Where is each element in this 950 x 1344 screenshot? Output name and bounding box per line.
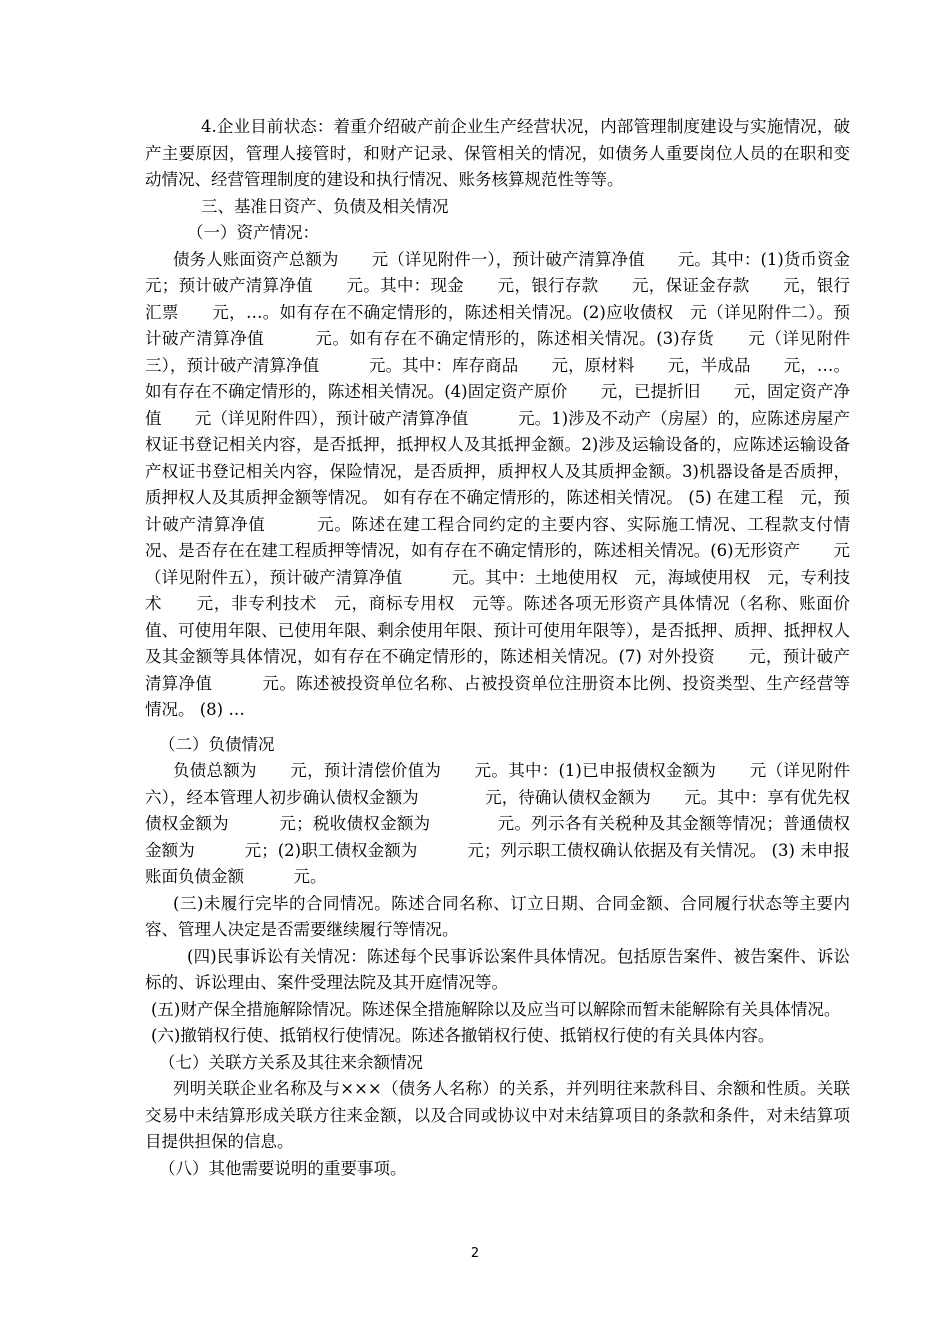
subheading-liabilities: （二）负债情况 — [159, 734, 275, 754]
section-heading-three: 三、基准日资产、负债及相关情况 — [201, 196, 449, 216]
paragraph-assets-detail: 债务人账面资产总额为 元（详见附件一），预计破产清算净值 元。其中：(1)货币资金 元；预计破产清算净值 元。其中：现金 元，银行存款 元，保证金存款 元，银行汇票 元，…。如有存在不确定情形的，陈述相关情况。(2)应收债权 元（详见附件二）。预计破产清算净值 元。如有存在不确定情形的，陈述相关情况。(3)存货 元（详见附件三），预计破产清算净值 元。其中：库存商品 元，原材料 元，半成品 元，…。如有存在不确定情形的，陈述相关情况。(4)固定资产原价 元，已提折旧 元，固定资产净值 元（详见附件四），预计破产清算净值 元。1)涉及不动产（房屋）的，应陈述房屋产权证书登记相关内容，是否抵押，抵押权人及其抵押金额。2)涉及运输设备的，应陈述运输设备产权证书登记相关内容，保险情况，是否质押，质押权人及其质押金额。3)机器设备是否质押，质押权人及其质押金额等情况。 如有存在不确定情形的，陈述相关情况。 (5) 在建工程 元，预计破产清算净值 元。陈述在建工程合同约定的主要内容、实际施工情况、工程款支付情况、是否存在在建工程质押等情况，如有存在不确定情形的，陈述相关情况。(6)无形资产 元（详见附件五），预计破产清算净值 元。其中：土地使用权 元，海域使用权 元，专利技术 元，非专利技术 元，商标专用权 元等。陈述各项无形资产具体情况（名称、账面价值、可使用年限、已使用年限、剩余使用年限、预计可使用年限等），是否抵押、质押、抵押权人及其金额等具体情况，如有存在不确定情形的，陈述相关情况。(7) 对外投资 元，预计破产清算净值 元。陈述被投资单位名称、占被投资单位注册资本比例、投资类型、生产经营等情况。 (8) … — [145, 249, 867, 719]
document-body — [145, 114, 867, 1182]
paragraph-related-parties-detail: 列明关联企业名称及与×××（债务人名称）的关系，并列明往来款科目、余额和性质。关联交易中未结算形成关联方往来金额，以及合同或协议中对未结算项目的条款和条件，对未结算项目提供担保的信息。 — [145, 1079, 850, 1151]
paragraph-enterprise-status: 4.企业目前状态：着重介绍破产前企业生产经营状况，内部管理制度建设与实施情况，破产主要原因，管理人接管时，和财产记录、保管相关的情况，如债务人重要岗位人员的在职和变动情况、经营管理制度的建设和执行情况、账务核算规范性等等。 — [145, 117, 850, 189]
paragraph-unfinished-contracts: (三)未履行完毕的合同情况。陈述合同名称、订立日期、合同金额、合同履行状态等主要内容、管理人决定是否需要继续履行等情况。 — [145, 893, 850, 939]
subheading-other-matters: （八）其他需要说明的重要事项。 — [159, 1158, 407, 1178]
spacer — [145, 724, 850, 732]
subheading-related-parties: （七）关联方关系及其往来余额情况 — [159, 1052, 423, 1072]
paragraph-revocation-offset: (六)撤销权行使、抵销权行使情况。陈述各撤销权行使、抵销权行使的有关具体内容。 — [151, 1026, 775, 1045]
paragraph-civil-litigation: (四)民事诉讼有关情况：陈述每个民事诉讼案件具体情况。包括原告案件、被告案件、诉讼标的、诉讼理由、案件受理法院及其开庭情况等。 — [145, 946, 850, 992]
paragraph-preservation-release: (五)财产保全措施解除情况。陈述保全措施解除以及应当可以解除而暂未能解除有关具体情况。 — [151, 999, 841, 1019]
subheading-assets: （一）资产情况： — [187, 223, 319, 242]
paragraph-liabilities-detail: 负债总额为 元，预计清偿价值为 元。其中：(1)已申报债权金额为 元（详见附件六），经本管理人初步确认债权金额为 元，待确认债权金额为 元。其中：享有优先权债权金额为 元；税收债权金额为 元。列示各有关税种及其金额等情况；普通债权金额为 元；(2)职工债权金额为 元；列示职工债权确认依据及有关情况。 (3) 未申报账面负债金额 元。 — [145, 761, 850, 886]
page-number: 2 — [470, 1246, 480, 1261]
